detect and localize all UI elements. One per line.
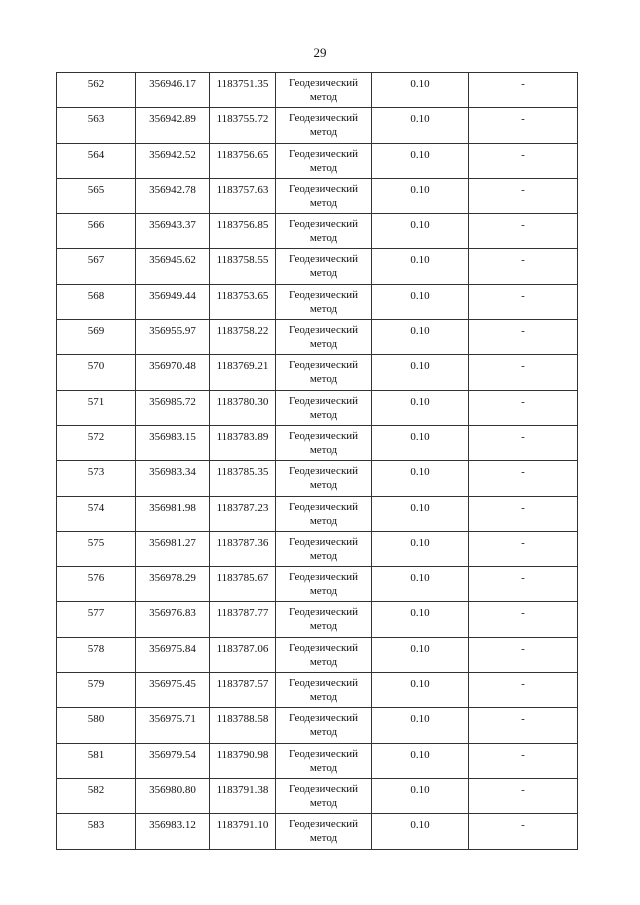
table-row	[57, 108, 578, 143]
point-number-cell: 576	[57, 567, 136, 602]
method-line-2: метод	[309, 373, 338, 386]
point-number-cell: 573	[57, 461, 136, 496]
table-row	[57, 249, 578, 284]
method-line-2: метод	[309, 585, 338, 598]
y-coordinate-cell: 1183780.30	[210, 390, 276, 425]
y-coordinate-cell: 1183785.35	[210, 461, 276, 496]
precision-cell: 0.10	[372, 461, 469, 496]
point-number-cell: 580	[57, 708, 136, 743]
table-row	[57, 531, 578, 566]
precision-cell: 0.10	[372, 531, 469, 566]
method-line-2: метод	[309, 443, 338, 456]
method-line-1: Геодезический	[288, 429, 359, 442]
precision-cell: 0.10	[372, 814, 469, 849]
x-coordinate-cell: 356976.83	[136, 602, 210, 637]
table-row	[57, 814, 578, 849]
table-row	[57, 143, 578, 178]
method-cell	[276, 708, 372, 743]
point-number-cell: 578	[57, 637, 136, 672]
point-number-cell: 582	[57, 778, 136, 813]
description-cell: -	[469, 355, 578, 390]
point-number-cell: 566	[57, 214, 136, 249]
point-number-cell: 583	[57, 814, 136, 849]
precision-cell: 0.10	[372, 178, 469, 213]
point-number-cell: 572	[57, 425, 136, 460]
table-row	[57, 425, 578, 460]
method-cell	[276, 249, 372, 284]
description-cell: -	[469, 214, 578, 249]
method-cell	[276, 390, 372, 425]
x-coordinate-cell: 356945.62	[136, 249, 210, 284]
table-row	[57, 284, 578, 319]
method-line-1: Геодезический	[288, 182, 359, 195]
y-coordinate-cell: 1183787.06	[210, 637, 276, 672]
method-line-1: Геодезический	[288, 677, 359, 690]
method-line-1: Геодезический	[288, 465, 359, 478]
table-row	[57, 214, 578, 249]
precision-cell: 0.10	[372, 390, 469, 425]
method-line-2: метод	[309, 620, 338, 633]
point-number-cell: 577	[57, 602, 136, 637]
y-coordinate-cell: 1183791.38	[210, 778, 276, 813]
precision-cell: 0.10	[372, 425, 469, 460]
method-line-2: метод	[309, 302, 338, 315]
y-coordinate-cell: 1183758.22	[210, 320, 276, 355]
x-coordinate-cell: 356949.44	[136, 284, 210, 319]
table-row	[57, 355, 578, 390]
description-cell: -	[469, 567, 578, 602]
x-coordinate-cell: 356942.89	[136, 108, 210, 143]
x-coordinate-cell: 356985.72	[136, 390, 210, 425]
description-cell: -	[469, 249, 578, 284]
method-line-2: метод	[309, 338, 338, 351]
method-line-1: Геодезический	[288, 535, 359, 548]
y-coordinate-cell: 1183758.55	[210, 249, 276, 284]
table-row	[57, 637, 578, 672]
point-number-cell: 567	[57, 249, 136, 284]
method-cell	[276, 461, 372, 496]
description-cell: -	[469, 284, 578, 319]
description-cell: -	[469, 708, 578, 743]
table-row	[57, 778, 578, 813]
method-line-2: метод	[309, 691, 338, 704]
point-number-cell: 563	[57, 108, 136, 143]
y-coordinate-cell: 1183788.58	[210, 708, 276, 743]
x-coordinate-cell: 356975.84	[136, 637, 210, 672]
method-line-2: метод	[309, 832, 338, 845]
precision-cell: 0.10	[372, 73, 469, 108]
y-coordinate-cell: 1183787.77	[210, 602, 276, 637]
table-row	[57, 708, 578, 743]
page-number: 29	[313, 45, 327, 60]
precision-cell: 0.10	[372, 108, 469, 143]
x-coordinate-cell: 356975.71	[136, 708, 210, 743]
precision-cell: 0.10	[372, 602, 469, 637]
coordinates-table-body	[57, 73, 578, 850]
precision-cell: 0.10	[372, 743, 469, 778]
table-row	[57, 673, 578, 708]
description-cell: -	[469, 73, 578, 108]
x-coordinate-cell: 356981.27	[136, 531, 210, 566]
table-row	[57, 461, 578, 496]
method-line-1: Геодезический	[288, 818, 359, 831]
x-coordinate-cell: 356983.34	[136, 461, 210, 496]
description-cell: -	[469, 496, 578, 531]
x-coordinate-cell: 356942.78	[136, 178, 210, 213]
table-row	[57, 567, 578, 602]
point-number-cell: 569	[57, 320, 136, 355]
description-cell: -	[469, 778, 578, 813]
method-cell	[276, 108, 372, 143]
method-line-2: метод	[309, 655, 338, 668]
method-cell	[276, 778, 372, 813]
y-coordinate-cell: 1183787.23	[210, 496, 276, 531]
method-line-1: Геодезический	[288, 324, 359, 337]
method-line-1: Геодезический	[288, 571, 359, 584]
description-cell: -	[469, 178, 578, 213]
description-cell: -	[469, 743, 578, 778]
method-line-1: Геодезический	[288, 77, 359, 89]
precision-cell: 0.10	[372, 637, 469, 672]
x-coordinate-cell: 356946.17	[136, 73, 210, 108]
method-line-1: Геодезический	[288, 112, 359, 125]
description-cell: -	[469, 143, 578, 178]
precision-cell: 0.10	[372, 673, 469, 708]
y-coordinate-cell: 1183757.63	[210, 178, 276, 213]
precision-cell: 0.10	[372, 567, 469, 602]
method-cell	[276, 496, 372, 531]
method-line-1: Геодезический	[288, 500, 359, 513]
table-row	[57, 73, 578, 108]
method-cell	[276, 320, 372, 355]
x-coordinate-cell: 356943.37	[136, 214, 210, 249]
y-coordinate-cell: 1183753.65	[210, 284, 276, 319]
point-number-cell: 574	[57, 496, 136, 531]
method-cell	[276, 355, 372, 390]
method-cell	[276, 637, 372, 672]
precision-cell: 0.10	[372, 708, 469, 743]
y-coordinate-cell: 1183787.36	[210, 531, 276, 566]
description-cell: -	[469, 637, 578, 672]
point-number-cell: 579	[57, 673, 136, 708]
method-cell	[276, 567, 372, 602]
precision-cell: 0.10	[372, 284, 469, 319]
table-row	[57, 496, 578, 531]
method-line-1: Геодезический	[288, 147, 359, 160]
description-cell: -	[469, 461, 578, 496]
method-cell	[276, 743, 372, 778]
point-number-cell: 564	[57, 143, 136, 178]
y-coordinate-cell: 1183791.10	[210, 814, 276, 849]
description-cell: -	[469, 531, 578, 566]
method-cell	[276, 178, 372, 213]
method-line-1: Геодезический	[288, 218, 359, 231]
x-coordinate-cell: 356978.29	[136, 567, 210, 602]
point-number-cell: 571	[57, 390, 136, 425]
table-row	[57, 390, 578, 425]
method-cell	[276, 214, 372, 249]
method-cell	[276, 425, 372, 460]
x-coordinate-cell: 356955.97	[136, 320, 210, 355]
coordinates-table	[56, 72, 578, 850]
table-row	[57, 602, 578, 637]
method-cell	[276, 73, 372, 108]
y-coordinate-cell: 1183790.98	[210, 743, 276, 778]
precision-cell: 0.10	[372, 778, 469, 813]
x-coordinate-cell: 356979.54	[136, 743, 210, 778]
x-coordinate-cell: 356983.15	[136, 425, 210, 460]
x-coordinate-cell: 356980.80	[136, 778, 210, 813]
method-line-2: метод	[309, 761, 338, 774]
method-line-1: Геодезический	[288, 712, 359, 725]
method-line-1: Геодезический	[288, 394, 359, 407]
y-coordinate-cell: 1183756.65	[210, 143, 276, 178]
y-coordinate-cell: 1183751.35	[210, 73, 276, 108]
precision-cell: 0.10	[372, 320, 469, 355]
method-line-1: Геодезический	[288, 782, 359, 795]
method-line-2: метод	[309, 549, 338, 562]
method-line-2: метод	[309, 126, 338, 139]
point-number-cell: 565	[57, 178, 136, 213]
method-line-1: Геодезический	[288, 606, 359, 619]
method-cell	[276, 284, 372, 319]
table-row	[57, 320, 578, 355]
description-cell: -	[469, 602, 578, 637]
y-coordinate-cell: 1183755.72	[210, 108, 276, 143]
method-cell	[276, 531, 372, 566]
method-line-1: Геодезический	[288, 253, 359, 266]
method-cell	[276, 814, 372, 849]
precision-cell: 0.10	[372, 355, 469, 390]
method-cell	[276, 673, 372, 708]
x-coordinate-cell: 356983.12	[136, 814, 210, 849]
point-number-cell: 575	[57, 531, 136, 566]
method-line-1: Геодезический	[288, 359, 359, 372]
method-line-1: Геодезический	[288, 288, 359, 301]
point-number-cell: 568	[57, 284, 136, 319]
method-line-2: метод	[309, 267, 338, 280]
method-line-2: метод	[309, 796, 338, 809]
method-line-2: метод	[309, 408, 338, 421]
method-cell	[276, 602, 372, 637]
precision-cell: 0.10	[372, 214, 469, 249]
point-number-cell: 562	[57, 73, 136, 108]
y-coordinate-cell: 1183769.21	[210, 355, 276, 390]
point-number-cell: 570	[57, 355, 136, 390]
y-coordinate-cell: 1183756.85	[210, 214, 276, 249]
method-line-2: метод	[309, 161, 338, 174]
method-line-2: метод	[309, 514, 338, 527]
y-coordinate-cell: 1183783.89	[210, 425, 276, 460]
description-cell: -	[469, 320, 578, 355]
precision-cell: 0.10	[372, 143, 469, 178]
method-line-2: метод	[309, 232, 338, 245]
description-cell: -	[469, 425, 578, 460]
method-line-2: метод	[309, 91, 338, 103]
description-cell: -	[469, 814, 578, 849]
x-coordinate-cell: 356970.48	[136, 355, 210, 390]
y-coordinate-cell: 1183785.67	[210, 567, 276, 602]
table-row	[57, 178, 578, 213]
table-row	[57, 743, 578, 778]
point-number-cell: 581	[57, 743, 136, 778]
x-coordinate-cell: 356981.98	[136, 496, 210, 531]
method-line-2: метод	[309, 726, 338, 739]
x-coordinate-cell: 356942.52	[136, 143, 210, 178]
method-line-1: Геодезический	[288, 747, 359, 760]
description-cell: -	[469, 108, 578, 143]
method-cell	[276, 143, 372, 178]
x-coordinate-cell: 356975.45	[136, 673, 210, 708]
y-coordinate-cell: 1183787.57	[210, 673, 276, 708]
method-line-1: Геодезический	[288, 641, 359, 654]
precision-cell: 0.10	[372, 496, 469, 531]
method-line-2: метод	[309, 196, 338, 209]
precision-cell: 0.10	[372, 249, 469, 284]
method-line-2: метод	[309, 479, 338, 492]
description-cell: -	[469, 673, 578, 708]
description-cell: -	[469, 390, 578, 425]
